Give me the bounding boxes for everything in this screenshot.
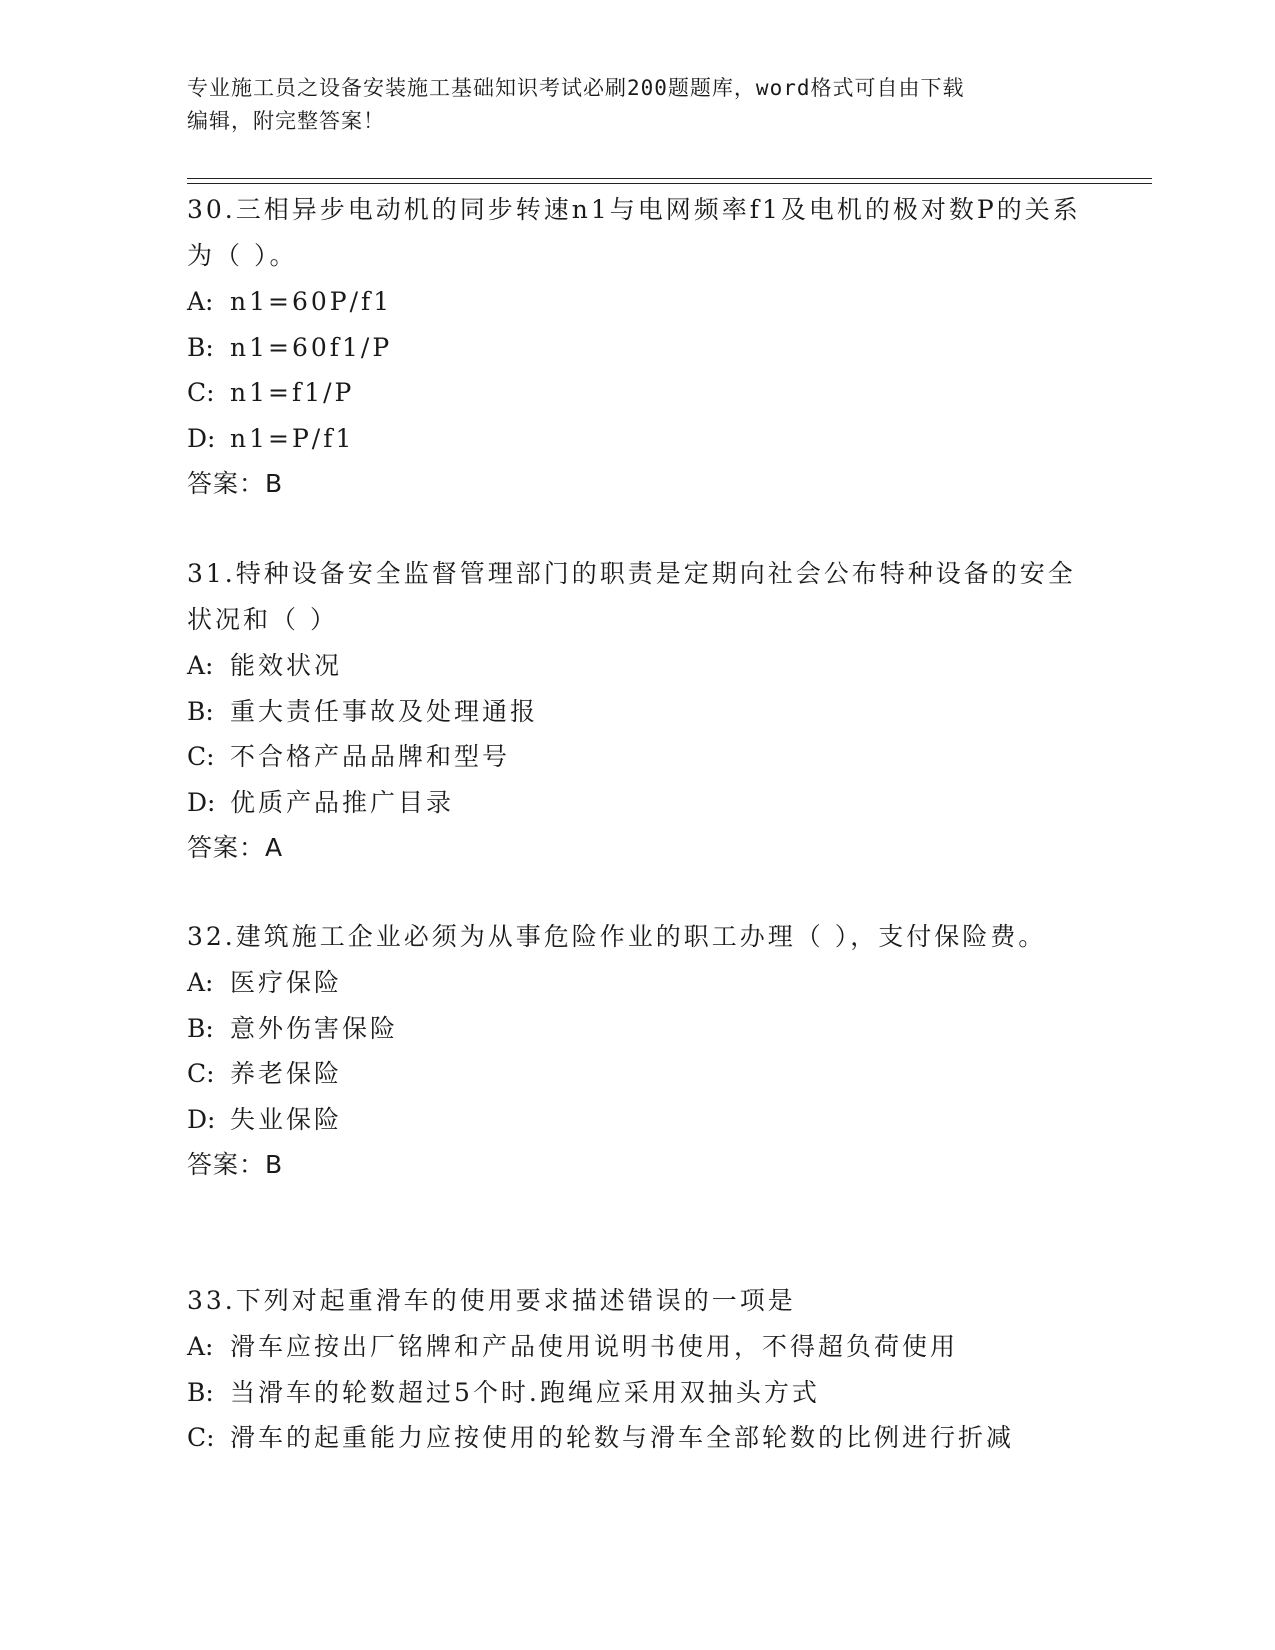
- header-divider-top: [187, 178, 1152, 179]
- answer-line: 答案：B: [187, 1150, 284, 1179]
- question-stem: 33.下列对起重滑车的使用要求描述错误的一项是: [187, 1286, 796, 1315]
- option-text: 失业保险: [230, 1104, 343, 1134]
- option-letter: A:: [187, 651, 214, 680]
- option-b: [187, 325, 1087, 371]
- option-d: [187, 780, 1087, 826]
- question-30: [187, 187, 1087, 507]
- option-c: [187, 1051, 1087, 1097]
- header-divider-bottom: [187, 183, 1152, 184]
- option-text: 不合格产品品牌和型号: [230, 742, 511, 771]
- option-letter: B:: [187, 332, 214, 362]
- option-letter: A:: [187, 968, 214, 997]
- question-33: [187, 1278, 1087, 1461]
- option-b: [187, 1006, 1087, 1052]
- option-a: [187, 960, 1087, 1006]
- option-text: 医疗保险: [230, 968, 343, 997]
- option-text: 养老保险: [230, 1059, 343, 1088]
- option-c: [187, 370, 1087, 416]
- option-letter: A:: [187, 1332, 214, 1361]
- option-text: n1=f1/P: [230, 378, 355, 407]
- option-text: 重大责任事故及处理通报: [230, 696, 539, 726]
- question-stem: 32.建筑施工企业必须为从事危险作业的职工办理（ ），支付保险费。: [187, 922, 1047, 951]
- option-c: [187, 734, 1087, 780]
- option-text: 优质产品推广目录: [230, 787, 455, 817]
- option-b: [187, 1370, 1087, 1416]
- question-31: [187, 551, 1087, 871]
- option-text: n1=P/f1: [230, 423, 355, 453]
- option-a: [187, 279, 1087, 325]
- option-letter: B:: [187, 696, 214, 726]
- question-32: [187, 914, 1087, 1188]
- option-c: [187, 1415, 1087, 1461]
- option-letter: D:: [187, 787, 216, 817]
- answer-line: 答案：A: [187, 833, 284, 862]
- option-b: [187, 689, 1087, 735]
- option-letter: B:: [187, 1377, 214, 1407]
- option-letter: A:: [187, 287, 214, 316]
- option-text: 意外伤害保险: [230, 1013, 399, 1043]
- option-text: n1=60P/f1: [230, 287, 393, 316]
- option-letter: B:: [187, 1013, 214, 1043]
- question-stem: 30.三相异步电动机的同步转速n1与电网频率f1及电机的极对数P的关系为（ ）。: [187, 195, 1081, 270]
- header-line-2: 编辑，附完整答案！: [187, 109, 385, 133]
- option-d: [187, 416, 1087, 462]
- option-text: 滑车的起重能力应按使用的轮数与滑车全部轮数的比例进行折减: [230, 1423, 1015, 1452]
- option-text: 滑车应按出厂铭牌和产品使用说明书使用，不得超负荷使用: [230, 1332, 959, 1361]
- option-letter: C:: [187, 742, 215, 771]
- answer-line: 答案：B: [187, 469, 284, 498]
- option-letter: C:: [187, 378, 215, 407]
- document-header: [187, 72, 1067, 138]
- option-text: 能效状况: [230, 651, 343, 680]
- option-a: [187, 1324, 1087, 1370]
- question-stem: 31.特种设备安全监督管理部门的职责是定期向社会公布特种设备的安全状况和（ ）: [187, 559, 1076, 634]
- option-d: [187, 1097, 1087, 1143]
- option-text: 当滑车的轮数超过5个时.跑绳应采用双抽头方式: [230, 1377, 820, 1407]
- header-line-1: 专业施工员之设备安装施工基础知识考试必刷200题题库，word格式可自由下载: [187, 76, 965, 100]
- option-letter: D:: [187, 1104, 216, 1134]
- option-letter: C:: [187, 1423, 215, 1452]
- option-text: n1=60f1/P: [230, 332, 393, 362]
- option-a: [187, 643, 1087, 689]
- option-letter: D:: [187, 423, 216, 453]
- option-letter: C:: [187, 1059, 215, 1088]
